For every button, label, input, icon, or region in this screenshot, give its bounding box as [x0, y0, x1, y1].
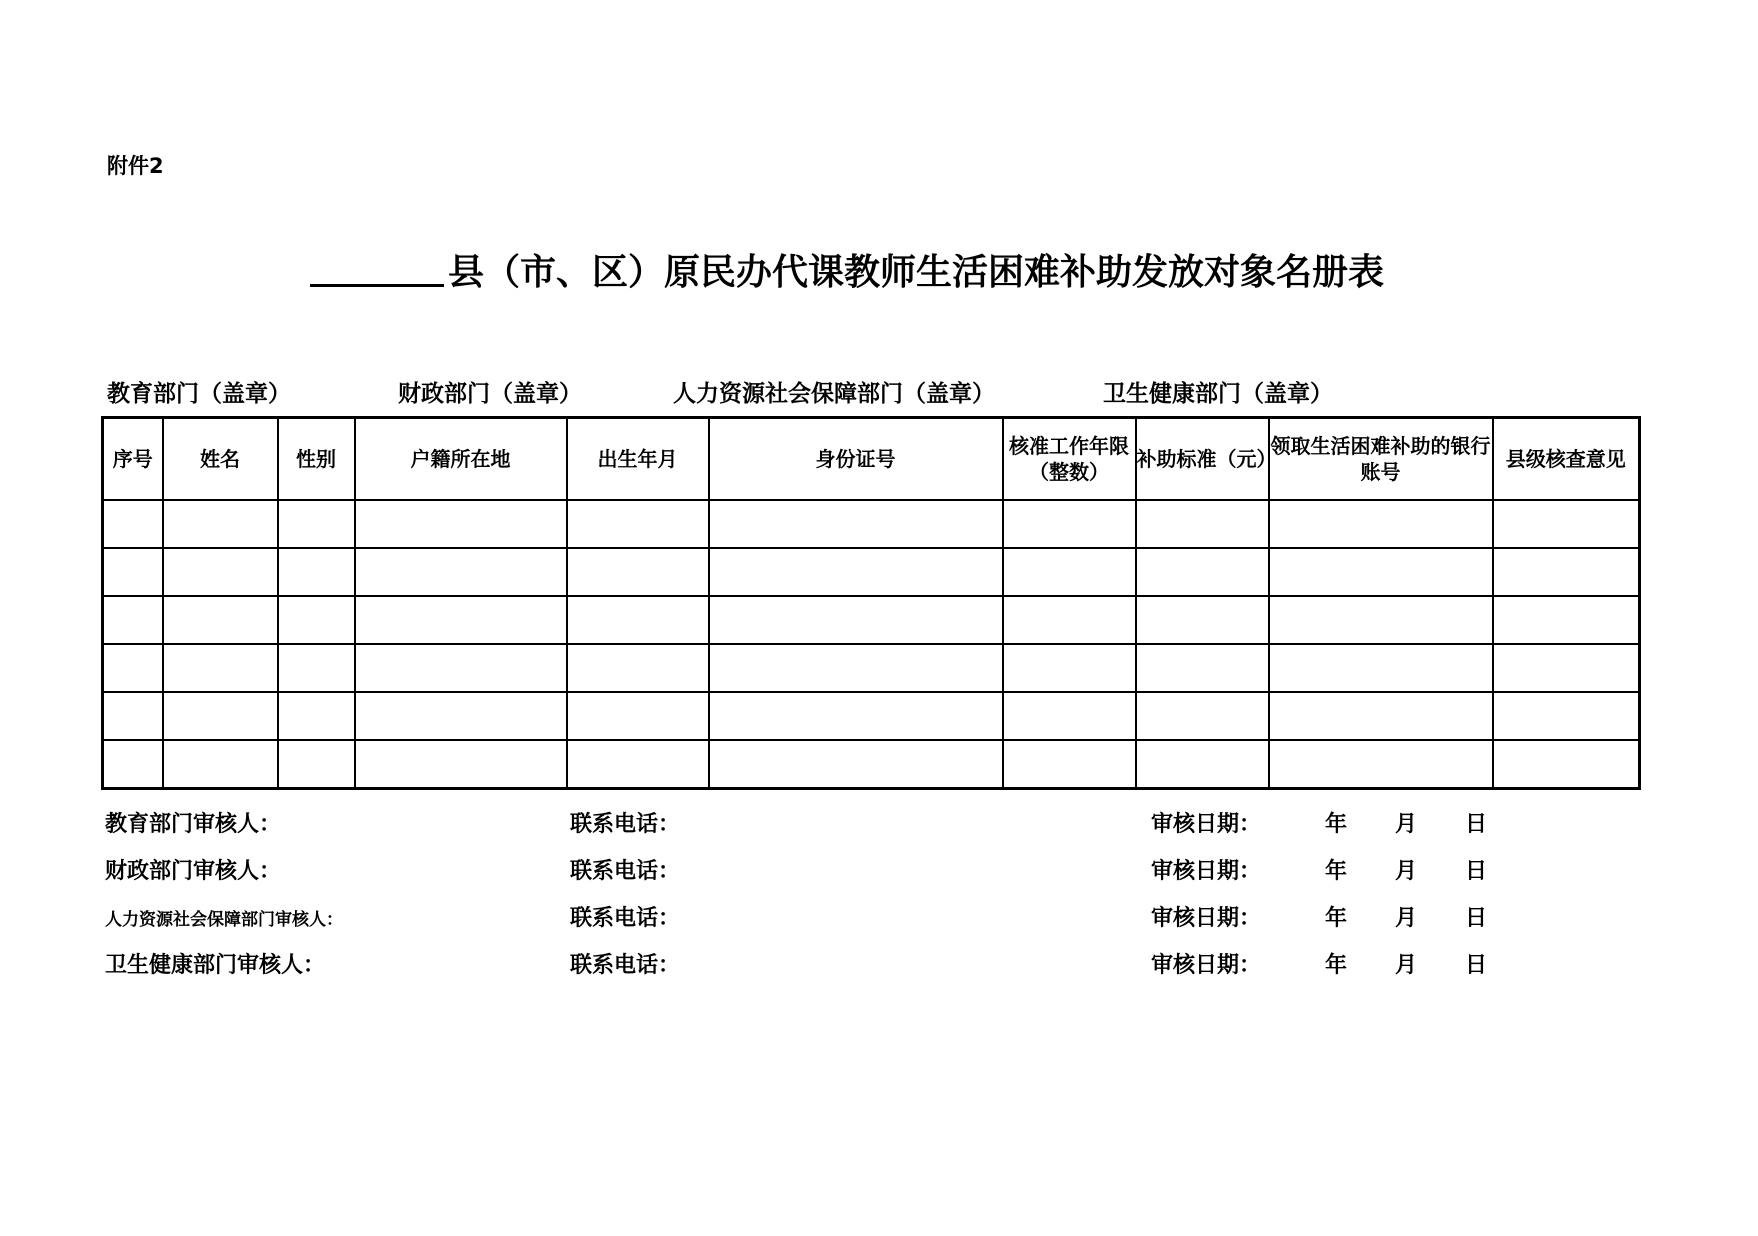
table-cell[interactable]	[1269, 644, 1493, 692]
table-cell[interactable]	[355, 596, 567, 644]
table-cell[interactable]	[567, 692, 709, 740]
table-cell[interactable]	[163, 548, 278, 596]
table-cell[interactable]	[709, 692, 1003, 740]
col-header-id-number: 身份证号	[709, 418, 1003, 501]
col-header-residence: 户籍所在地	[355, 418, 567, 501]
table-cell[interactable]	[163, 740, 278, 789]
table-cell[interactable]	[103, 596, 163, 644]
day-label: 日	[1465, 812, 1488, 837]
table-cell[interactable]	[567, 596, 709, 644]
month-label: 月	[1395, 812, 1418, 837]
table-cell[interactable]	[1136, 644, 1269, 692]
table-row	[103, 500, 1640, 548]
table-cell[interactable]	[103, 692, 163, 740]
month-label: 月	[1395, 859, 1418, 884]
table-cell[interactable]	[103, 740, 163, 789]
table-cell[interactable]	[567, 500, 709, 548]
month-label: 月	[1395, 953, 1418, 978]
table-cell[interactable]	[103, 548, 163, 596]
table-cell[interactable]	[709, 596, 1003, 644]
table-cell[interactable]	[1493, 596, 1640, 644]
col-header-subsidy: 补助标准（元）	[1136, 418, 1269, 501]
table-row	[103, 596, 1640, 644]
title-text: 县（市、区）原民办代课教师生活困难补助发放对象名册表	[448, 251, 1385, 293]
table-cell[interactable]	[1003, 500, 1136, 548]
reviewer-line-finance	[105, 854, 1725, 884]
phone-label: 联系电话：	[570, 906, 681, 931]
table-cell[interactable]	[1269, 740, 1493, 789]
reviewer-line-human-resources	[105, 901, 1725, 931]
table-row	[103, 740, 1640, 789]
table-cell[interactable]	[278, 644, 355, 692]
table-cell[interactable]	[355, 644, 567, 692]
table-cell[interactable]	[1136, 692, 1269, 740]
reviewer-label: 卫生健康部门审核人：	[105, 953, 326, 978]
col-header-gender: 性别	[278, 418, 355, 501]
table-cell[interactable]	[355, 692, 567, 740]
table-cell[interactable]	[1493, 644, 1640, 692]
seal-human-resources: 人力资源社会保障部门（盖章）	[673, 381, 995, 407]
table-cell[interactable]	[709, 740, 1003, 789]
col-header-county-opinion: 县级核查意见	[1493, 418, 1640, 501]
table-cell[interactable]	[1136, 740, 1269, 789]
date-label: 审核日期：	[1151, 859, 1262, 884]
table-cell[interactable]	[103, 500, 163, 548]
table-cell[interactable]	[163, 596, 278, 644]
day-label: 日	[1465, 906, 1488, 931]
table-cell[interactable]	[1136, 548, 1269, 596]
table-cell[interactable]	[1003, 740, 1136, 789]
table-cell[interactable]	[355, 500, 567, 548]
col-header-bank-account: 领取生活困难补助的银行账号	[1269, 418, 1493, 501]
table-cell[interactable]	[1136, 500, 1269, 548]
reviewer-label: 教育部门审核人：	[105, 812, 282, 837]
table-cell[interactable]	[1269, 596, 1493, 644]
reviewer-label: 人力资源社会保障部门审核人：	[105, 910, 343, 930]
page-title	[310, 245, 1384, 295]
roster-table	[101, 416, 1641, 790]
col-header-work-years: 核准工作年限（整数）	[1003, 418, 1136, 501]
year-label: 年	[1325, 906, 1348, 931]
table-cell[interactable]	[1269, 548, 1493, 596]
table-cell[interactable]	[355, 548, 567, 596]
table-cell[interactable]	[355, 740, 567, 789]
table-cell[interactable]	[278, 500, 355, 548]
table-row	[103, 548, 1640, 596]
table-cell[interactable]	[1493, 500, 1640, 548]
phone-label: 联系电话：	[570, 953, 681, 978]
table-row	[103, 644, 1640, 692]
county-name-blank[interactable]	[310, 284, 444, 287]
table-cell[interactable]	[709, 500, 1003, 548]
table-row	[103, 692, 1640, 740]
seal-education: 教育部门（盖章）	[107, 381, 291, 407]
table-cell[interactable]	[278, 596, 355, 644]
table-cell[interactable]	[709, 644, 1003, 692]
date-label: 审核日期：	[1151, 953, 1262, 978]
table-cell[interactable]	[1003, 644, 1136, 692]
day-label: 日	[1465, 859, 1488, 884]
table-cell[interactable]	[567, 548, 709, 596]
table-cell[interactable]	[1493, 740, 1640, 789]
seal-finance: 财政部门（盖章）	[398, 381, 582, 407]
table-cell[interactable]	[1493, 548, 1640, 596]
reviewer-line-education	[105, 807, 1725, 837]
table-cell[interactable]	[163, 644, 278, 692]
table-cell[interactable]	[1269, 692, 1493, 740]
table-cell[interactable]	[1003, 596, 1136, 644]
table-cell[interactable]	[163, 500, 278, 548]
table-body	[103, 500, 1640, 789]
day-label: 日	[1465, 953, 1488, 978]
date-label: 审核日期：	[1151, 906, 1262, 931]
table-cell[interactable]	[1003, 548, 1136, 596]
table-cell[interactable]	[567, 740, 709, 789]
attachment-label: 附件2	[107, 154, 164, 178]
year-label: 年	[1325, 812, 1348, 837]
seal-health: 卫生健康部门（盖章）	[1103, 381, 1333, 407]
col-header-name: 姓名	[163, 418, 278, 501]
year-label: 年	[1325, 953, 1348, 978]
table-cell[interactable]	[1003, 692, 1136, 740]
table-cell[interactable]	[278, 692, 355, 740]
table-cell[interactable]	[278, 548, 355, 596]
table-cell[interactable]	[103, 644, 163, 692]
table-cell[interactable]	[278, 740, 355, 789]
table-cell[interactable]	[709, 548, 1003, 596]
phone-label: 联系电话：	[570, 859, 681, 884]
col-header-serial: 序号	[103, 418, 163, 501]
col-header-birth: 出生年月	[567, 418, 709, 501]
reviewer-label: 财政部门审核人：	[105, 859, 282, 884]
table-header-row	[103, 418, 1640, 501]
table-cell[interactable]	[1136, 596, 1269, 644]
reviewer-line-health	[105, 948, 1725, 978]
month-label: 月	[1395, 906, 1418, 931]
table-cell[interactable]	[567, 644, 709, 692]
year-label: 年	[1325, 859, 1348, 884]
date-label: 审核日期：	[1151, 812, 1262, 837]
phone-label: 联系电话：	[570, 812, 681, 837]
table-cell[interactable]	[1493, 692, 1640, 740]
table-cell[interactable]	[1269, 500, 1493, 548]
table-cell[interactable]	[163, 692, 278, 740]
